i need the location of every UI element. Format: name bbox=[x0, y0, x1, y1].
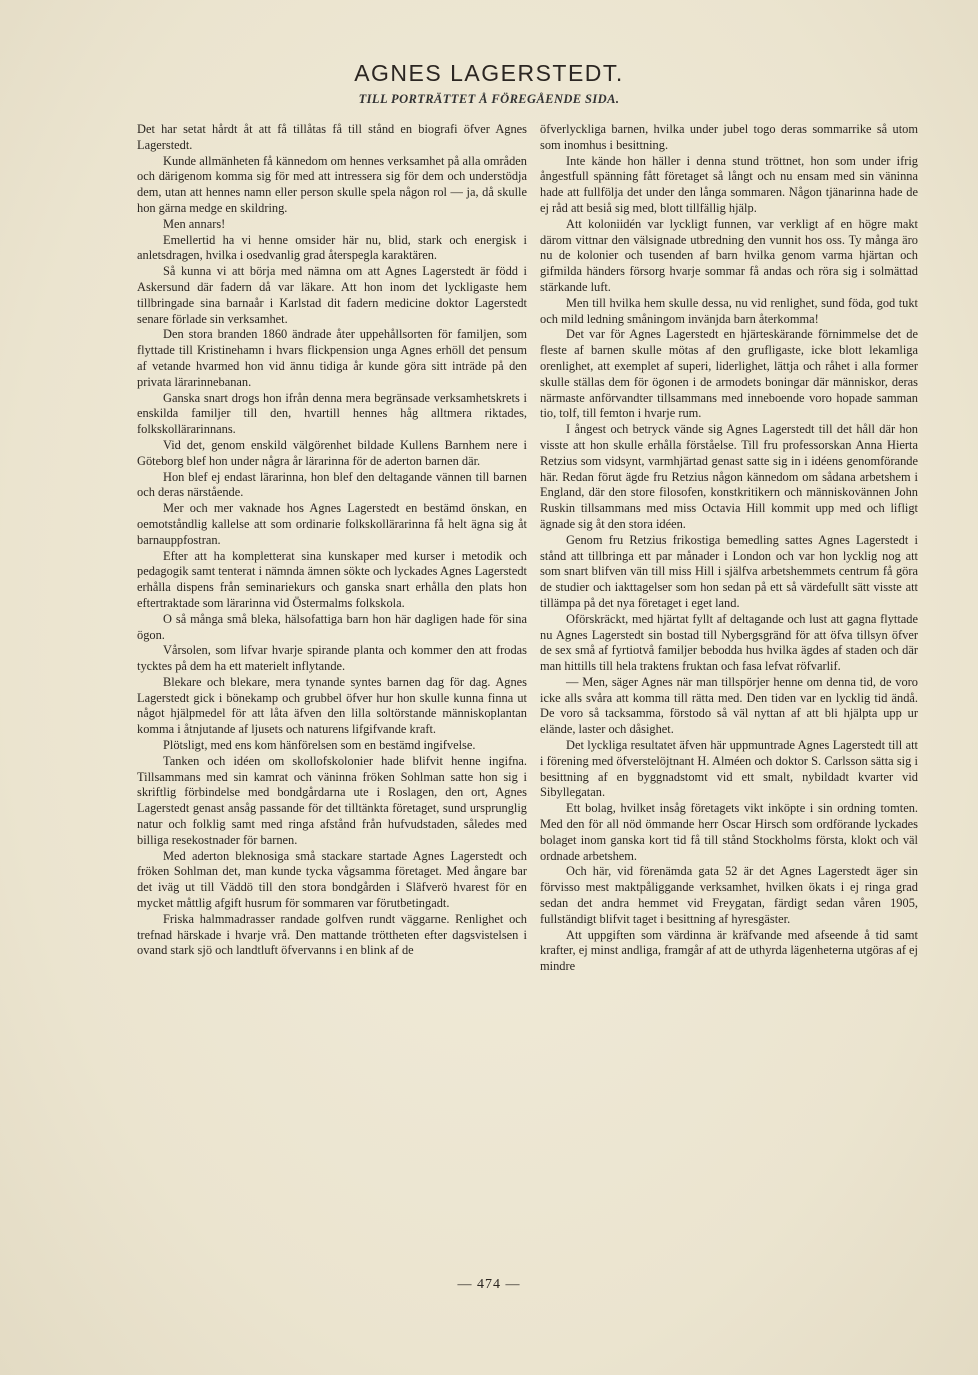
paragraph: Så kunna vi att börja med nämna om att Agnes Lagerstedt är född i Askersund där fadern då var läkare. Att hon inom det lyckligaste hem tillbringade sina barnaår i Karlstad dit fadern medicine doktor Lagerstedt senare förlade sin verksamhet. bbox=[137, 264, 527, 326]
paragraph: Plötsligt, med ens kom hänförelsen som en bestämd ingifvelse. bbox=[163, 738, 476, 753]
paragraph: Vårsolen, som lifvar hvarje spirande planta och kommer den att frodas tycktes på dem ha ett materielt inflytande. bbox=[137, 643, 527, 674]
paragraph: Genom fru Retzius frikostiga bemedling sattes Agnes Lagerstedt i stånd att tillbringa ett par månader i London och var hon lycklig nog att som snart blifven vän till miss Hill i själfva arbetshemmets centrum få göra de studier och iakttagelser som hon sedan på ett så värdefullt sätt visste att tillämpa på det nya företaget i eget land. bbox=[540, 532, 918, 610]
paragraph: Med aderton bleknosiga små stackare startade Agnes Lagerstedt och fröken Sohlman det, man kunde tycka vågsamma företaget. Med ångare bar det iväg ut till Väddö till den stora bondgården i Släfverö hvarest för en mycket måttlig afgift husrum för sommaren var förutbetingadt. bbox=[137, 848, 527, 911]
paragraph: Det lyckliga resultatet äfven här uppmuntrade Agnes Lagerstedt till att i förening med öfverstelöjtnant H. Alméen och doktor S. Carlsson sätta sig i besittning af en byggnadstomt vid ett smalt, nybildadt kvarter vid Sibyllegatan. bbox=[540, 738, 918, 800]
paragraph: Men till hvilka hem skulle dessa, nu vid renlighet, sund föda, god tukt och mild ledning småningom invänjda barn återkomma! bbox=[540, 295, 918, 326]
paragraph: Det har setat hårdt åt att få tillåtas få till stånd en biografi öfver Agnes Lagerstedt. bbox=[137, 122, 527, 152]
paragraph: Emellertid ha vi henne omsider här nu, blid, stark och energisk i anletsdragen, hvilka i osedvanlig grad återspegla karaktären. bbox=[137, 232, 527, 263]
paragraph: Mer och mer vaknade hos Agnes Lagerstedt en bestämd önskan, en oemotståndlig kallelse att som ordinarie folkskollärarinna få helt ägna sig åt barnauppfostran. bbox=[137, 501, 527, 547]
paragraph: Att uppgiften som värdinna är kräfvande med afseende å tid samt krafter, ej minst andliga, framgår af att de uthyrda lägenheterna utgöras af ej mindre bbox=[540, 927, 918, 974]
paragraph: Vid det, genom enskild välgörenhet bildade Kullens Barnhem nere i Göteborg blef hon under några år lärarinna för de aderton barnen där. bbox=[137, 437, 527, 468]
paragraph: Oförskräckt, med hjärtat fyllt af deltagande och lust att gagna flyttade nu Agnes Lagerstedt sin bostad till Nybergsgränd för att öfva tillsyn öfver de sex små af fyrtiotvå familjer bebodda hus hvilka ägdes af staden och där man hittills till hela traktens fruktan och fasa lefvat röfvarlif. bbox=[540, 611, 918, 674]
paragraph: Men annars! bbox=[163, 216, 226, 231]
paragraph: Inte kände hon häller i denna stund tröttnet, hon som under ifrig ångestfull spänning fått företaget så långt och nu ensam med sin väninna hade att fullfölja det under den långa sommaren. Någon tjänarinna hade de ej råd att besiå sig med, blott tillfällig hjälp. bbox=[540, 153, 918, 215]
right-column bbox=[540, 122, 918, 975]
page-number: — 474 — bbox=[457, 1277, 521, 1292]
paragraph: Efter att ha kompletterat sina kunskaper med kurser i metodik och pedagogik samt tenterat i nämnda ämnen sökte och lyckades Agnes Lagerstedt erhålla dispens från seminariekurs och ganska snart erhålla den plats hon eftertraktade som lärarinna vid Östermalms folkskola. bbox=[137, 548, 527, 610]
paragraph: Kunde allmänheten få kännedom om hennes verksamhet på alla områden och därigenom komma sig för med att intressera sig för dem och understödja dem, utan att hennes namn eller person skulle spela någon rol — ja, då skulle hon gärna medge en skildring. bbox=[137, 153, 527, 215]
paragraph: Den stora branden 1860 ändrade åter uppehållsorten för familjen, som flyttade till Kristinehamn i hvars flickpension unga Agnes erhöll det pensum af vetande hvarmed hon vid ännu tidiga år kunde göra sitt inträde på den privata lärarinnebanan. bbox=[137, 327, 527, 389]
paragraph: I ångest och betryck vände sig Agnes Lagerstedt till det håll där hon visste att hon skulle erhålla förståelse. Till fru professorskan Anna Hierta Retzius som vidsynt, varmhjärtad genast satte sig in i idéens genomförande här. Redan förut ägde fru Retzius någon kännedom om sådana arbetshem i England, där den store filosofen, konstkritikern och människovännen John Ruskin tillsammans med miss Octavia Hill kommit upp med och lifligt ägnade sig åt den stora idéen. bbox=[540, 422, 918, 531]
paragraph: Och här, vid förenämda gata 52 är det Agnes Lagerstedt äger sin förvisso mest maktpåliggande verksamhet, hvilken ökats i ej ringa grad sedan det andra hemmet vid Freygatan, färdigt sedan våren 1905, fullständigt blifvit taget i besittning af hyresgäster. bbox=[540, 864, 918, 926]
paragraph: Hon blef ej endast lärarinna, hon blef den deltagande vännen till barnen och deras närstående. bbox=[137, 469, 527, 500]
paragraph: Att koloniidén var lyckligt funnen, var verkligt af en högre makt därom vittnar den välsignade utbredning den vunnit hos oss. Ty många äro nu de kolonier och tusenden af barn hvilka genom varma hjärtan och gifmilda händers försorg hvarje sommar få andas och röra sig i solmättad stärkande luft. bbox=[540, 216, 918, 294]
article-subtitle: TILL PORTRÄTTET Å FÖREGÅENDE SIDA. bbox=[358, 92, 620, 106]
left-column bbox=[137, 122, 527, 959]
paragraph: öfverlyckliga barnen, hvilka under jubel togo deras sommarrike så utom som inomhus i besittning. bbox=[540, 122, 918, 152]
paragraph: Det var för Agnes Lagerstedt en hjärteskärande förnimmelse det de fleste af barnen skulle mötas af den grufligaste, icke blott lekamliga orenlighet, att exemplet af superi, liderlighet, lättja och råhet i alla former skulle ställas dem för ögonen i de armodets boningar där människor, deras närmaste anförvandter tillsammans med inneboende voro hopade samman tio, tolf, till femton i hvarje rum. bbox=[540, 327, 918, 421]
paragraph: — Men, säger Agnes när man tillspörjer henne om denna tid, de voro icke alls svåra att komma till rätta med. Den tiden var en lycklig tid ändå. De voro så tacksamma, förstodo så väl nyttan af att bli hjälpta upp ur elände, laster och dåsighet. bbox=[540, 674, 918, 737]
paragraph: Blekare och blekare, mera tynande syntes barnen dag för dag. Agnes Lagerstedt gick i bönekamp och grubbel öfver hur hon skulle kunna finna ut något hjälpmedel för att låta äfven den lilla soltörstande människoplantan komma i åtnjutande af ljusets och naturens lifgifvande kraft. bbox=[137, 674, 527, 737]
paragraph: Ett bolag, hvilket insåg företagets vikt inköpte i sin ordning tomten. Med den för all nöd ömmande herr Oscar Hirsch som ordförande lyckades bolaget inom ganska kort tid få till stånd Stockholms första, klokt och väl ordnade arbetshem. bbox=[540, 801, 918, 863]
paragraph: Ganska snart drogs hon ifrån denna mera begränsade verksamhetskrets i enskilda familjer till den, hvartill hennes håg alltmera riktades, folkskollärarinnans. bbox=[137, 390, 527, 437]
paragraph: Tanken och idéen om skollofskolonier hade blifvit henne ingifna. Tillsammans med sin kamrat och väninna fröken Sohlman satte hon sig i skriftlig förbindelse med bondgårdarna ute i Roslagen, den ort, Agnes Lagerstedt genast ansåg passande för det tilltänkta företaget, sund ursprunglig natur och folklig samt med ringa afstånd från hufvudstaden, således med billiga resekostnader för barnen. bbox=[137, 753, 527, 847]
article-title: AGNES LAGERSTEDT. bbox=[354, 60, 624, 86]
paragraph: Friska halmmadrasser randade golfven rundt väggarne. Renlighet och trefnad härskade i hvarje vrå. Den mattande tröttheten efter dagsvistelsen i ovand stark sjö och landtluft öfvervanns i en blink af de bbox=[137, 911, 527, 958]
paragraph: O så många små bleka, hälsofattiga barn hon här dagligen hade för sina ögon. bbox=[137, 611, 527, 642]
